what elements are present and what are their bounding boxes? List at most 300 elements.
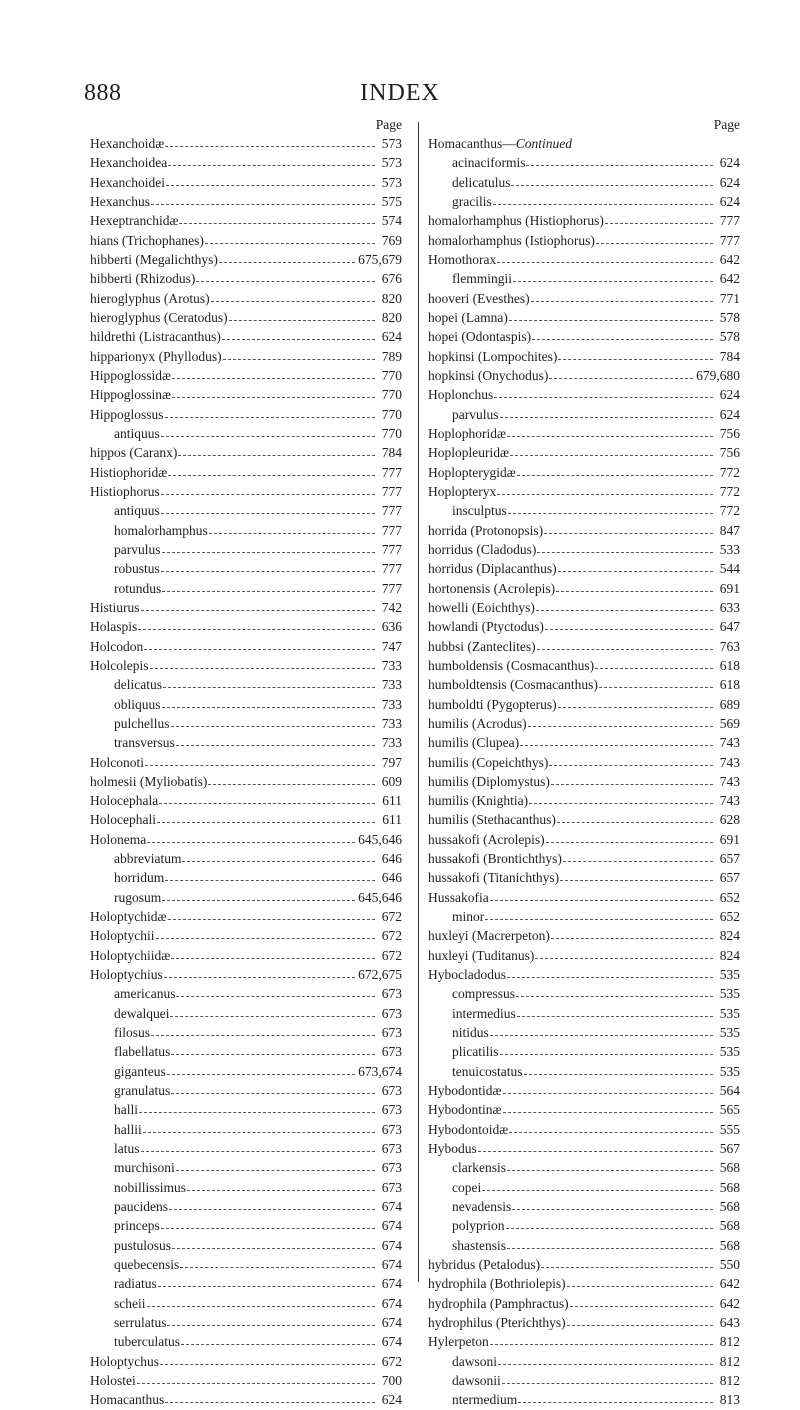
entry-page: 820 (381, 290, 402, 306)
index-entry (428, 1274, 740, 1293)
dot-leader (546, 832, 713, 843)
entry-page: 777 (719, 213, 740, 229)
index-entry (90, 1390, 402, 1409)
continued-label: Continued (515, 136, 572, 151)
entry-name: murchisoni (114, 1160, 175, 1176)
dot-leader (162, 542, 376, 553)
entry-name: Homothorax (428, 251, 497, 267)
entry-page: 784 (719, 348, 740, 364)
entry-page: 550 (719, 1257, 740, 1273)
dot-leader (558, 349, 713, 360)
index-entry (90, 617, 402, 636)
entry-page: 733 (381, 657, 402, 673)
entry-name: Holaspis (90, 619, 138, 635)
entry-name: robustus (114, 561, 160, 577)
entry-name: plicatilis (452, 1044, 499, 1060)
entry-name: Hybodontinæ (428, 1102, 502, 1118)
entry-name: Holconoti (90, 754, 144, 770)
index-entry (90, 559, 402, 578)
dot-leader (176, 986, 375, 997)
entry-name: transversus (114, 735, 175, 751)
dot-leader (518, 1392, 713, 1403)
entry-name: huxleyi (Macrerpeton) (428, 928, 550, 944)
dot-leader (500, 1044, 714, 1055)
entry-name: Holonema (90, 831, 147, 847)
dot-leader (558, 561, 713, 572)
index-entry (428, 482, 740, 501)
index-entry (90, 1081, 402, 1100)
entry-page: 642 (719, 1295, 740, 1311)
entry-name: hibberti (Rhizodus) (90, 271, 196, 287)
entry-name: princeps (114, 1218, 160, 1234)
index-entry (90, 656, 402, 675)
entry-name: hallii (114, 1121, 142, 1137)
index-entry (428, 675, 740, 694)
dot-leader (172, 368, 375, 379)
index-entry (428, 443, 740, 462)
index-entry (90, 1178, 402, 1197)
entry-page: 673 (381, 1179, 402, 1195)
continued-heading (428, 134, 740, 153)
entry-page: 673 (381, 1121, 402, 1137)
entry-page: 777 (381, 483, 402, 499)
entry-page: 643 (719, 1315, 740, 1331)
entry-name: humboldtensis (Cosmacanthus) (428, 677, 598, 693)
entry-page: 733 (381, 735, 402, 751)
entry-page: 609 (381, 773, 402, 789)
dot-leader (599, 677, 713, 688)
dot-leader (165, 870, 375, 881)
index-entry (90, 1042, 402, 1061)
entry-page: 646 (381, 851, 402, 867)
dot-leader (170, 1006, 375, 1017)
entry-name: horridus (Cladodus) (428, 541, 537, 557)
entry-page: 565 (719, 1102, 740, 1118)
continued-heading-text (428, 134, 572, 153)
dot-leader (509, 1122, 713, 1133)
entry-page: 756 (719, 425, 740, 441)
dot-leader (168, 465, 375, 476)
entry-name: Hybodus (428, 1141, 477, 1157)
page-title: INDEX (360, 80, 440, 106)
index-entry (428, 1197, 740, 1216)
index-entry (90, 1216, 402, 1235)
entry-page: 673 (381, 1025, 402, 1041)
entry-name: Hexeptranchidæ (90, 213, 179, 229)
index-entry (428, 830, 740, 849)
index-entry (428, 1371, 740, 1390)
index-entry (428, 1352, 740, 1371)
entry-page: 700 (381, 1373, 402, 1388)
entry-page: 772 (719, 483, 740, 499)
dot-leader (168, 909, 376, 920)
entry-name: hopkinsi (Lompochites) (428, 348, 558, 364)
index-entry (428, 1120, 740, 1139)
entry-page: 777 (381, 561, 402, 577)
entry-name: Histiophoridæ (90, 464, 168, 480)
entry-name: homalorhamphus (Istiophorus) (428, 232, 595, 248)
index-entry (90, 1062, 402, 1081)
entry-page: 574 (381, 213, 402, 229)
dot-leader (529, 793, 713, 804)
index-entry (90, 810, 402, 829)
entry-name: americanus (114, 986, 176, 1002)
entry-name: antiquus (114, 503, 160, 519)
dot-leader (494, 387, 713, 398)
dot-leader (176, 735, 375, 746)
dot-leader (161, 1218, 375, 1229)
index-entry (90, 482, 402, 501)
index-entry (90, 366, 402, 385)
index-entry (428, 714, 740, 733)
entry-name: Hussakofia (428, 889, 489, 905)
entry-page: 642 (719, 1276, 740, 1292)
dot-leader (508, 503, 713, 514)
entry-page: 657 (719, 851, 740, 867)
entry-page: 813 (719, 1392, 740, 1408)
entry-name: hopei (Lamna) (428, 309, 508, 325)
dot-leader (507, 1160, 713, 1171)
entry-page: 673,674 (358, 1063, 402, 1079)
entry-page: 567 (719, 1141, 740, 1157)
entry-page: 633 (719, 599, 740, 615)
index-entry (428, 1023, 740, 1042)
index-entry (90, 849, 402, 868)
index-entry (90, 192, 402, 211)
index-entry (428, 250, 740, 269)
index-entry (428, 1004, 740, 1023)
index-entry (90, 463, 402, 482)
entry-name: ntermedium (452, 1392, 518, 1408)
dot-leader (157, 812, 375, 823)
entry-page: 679,680 (696, 367, 740, 383)
entry-name: insculptus (452, 503, 507, 519)
index-entry (90, 289, 402, 308)
dot-leader (526, 155, 713, 166)
dot-leader (490, 1025, 713, 1036)
entry-name: Hexanchoidea (90, 155, 168, 171)
entry-page: 646 (381, 870, 402, 886)
entry-page: 645,646 (358, 831, 402, 847)
index-entry (428, 1390, 740, 1409)
entry-page: 674 (381, 1237, 402, 1253)
index-entry (90, 1139, 402, 1158)
entry-name: shastensis (452, 1237, 506, 1253)
dot-leader (536, 600, 713, 611)
entry-page: 573 (381, 155, 402, 171)
entry-name: rotundus (114, 580, 162, 596)
entry-page: 672 (381, 947, 402, 963)
index-entry (90, 1197, 402, 1216)
dot-leader (138, 619, 375, 630)
entry-name: Holostei (90, 1373, 136, 1388)
entry-name: howelli (Eoichthys) (428, 599, 535, 615)
index-entry (428, 888, 740, 907)
entry-page: 824 (719, 928, 740, 944)
dot-leader (545, 619, 713, 630)
entry-name: nitidus (452, 1025, 489, 1041)
entry-name: hipparionyx (Phyllodus) (90, 348, 222, 364)
index-entry (90, 134, 402, 153)
dot-leader (151, 194, 375, 205)
dot-leader (506, 1218, 714, 1229)
entry-name: delicatulus (452, 174, 511, 190)
entry-page: 568 (719, 1199, 740, 1215)
dot-leader (137, 1373, 375, 1384)
dot-leader (567, 1315, 713, 1326)
entry-page: 777 (381, 522, 402, 538)
index-entry (428, 327, 740, 346)
entry-page: 673 (381, 1083, 402, 1099)
entry-page: 674 (381, 1334, 402, 1350)
index-entry (90, 1371, 402, 1390)
dot-leader (162, 697, 375, 708)
entry-name: humilis (Stethacanthus) (428, 812, 556, 828)
index-entry (428, 1042, 740, 1061)
dot-leader (164, 967, 355, 978)
entry-page: 789 (381, 348, 402, 364)
dot-leader (510, 445, 713, 456)
entry-page: 642 (719, 251, 740, 267)
entry-page: 674 (381, 1276, 402, 1292)
dot-leader (172, 387, 375, 398)
index-entry (428, 501, 740, 520)
entry-name: homalorhamphus (114, 522, 208, 538)
index-entry (90, 211, 402, 230)
entry-page: 820 (381, 309, 402, 325)
entry-name: polyprion (452, 1218, 505, 1234)
entry-name: parvulus (452, 406, 499, 422)
entry-page: 624 (719, 387, 740, 403)
entry-name: hybridus (Petalodus) (428, 1257, 541, 1273)
entry-name: dewalquei (114, 1005, 170, 1021)
entry-name: hopkinsi (Onychodus) (428, 367, 549, 383)
entry-page: 777 (381, 541, 402, 557)
entry-name: minor (452, 909, 485, 925)
entry-name: nobillissimus (114, 1179, 187, 1195)
dot-leader (493, 194, 713, 205)
entry-page: 624 (719, 155, 740, 171)
index-entry (428, 231, 740, 250)
entry-name: howlandi (Ptyctodus) (428, 619, 544, 635)
index-entry (90, 501, 402, 520)
entry-page: 756 (719, 445, 740, 461)
entry-name: Hoplopleuridæ (428, 445, 509, 461)
entry-page: 777 (719, 232, 740, 248)
index-entry (428, 405, 740, 424)
entry-name: scheii (114, 1295, 146, 1311)
dot-leader (490, 1334, 713, 1345)
entry-page: 573 (381, 174, 402, 190)
dot-leader (156, 928, 376, 939)
index-entry (428, 540, 740, 559)
entry-page: 673 (381, 986, 402, 1002)
entry-page: 624 (719, 174, 740, 190)
entry-page: 568 (719, 1237, 740, 1253)
index-entry (428, 269, 740, 288)
dot-leader (205, 233, 375, 244)
entry-page: 847 (719, 522, 740, 538)
dot-leader (171, 1083, 375, 1094)
entry-page: 624 (719, 193, 740, 209)
index-entry (90, 1274, 402, 1293)
index-entry (428, 1139, 740, 1158)
entry-page: 777 (381, 503, 402, 519)
entry-page: 733 (381, 677, 402, 693)
index-entry (90, 405, 402, 424)
index-entry (428, 192, 740, 211)
entry-page: 573 (381, 136, 402, 151)
entry-name: Holcodon (90, 638, 144, 654)
dot-leader (141, 600, 375, 611)
index-entry (428, 1081, 740, 1100)
dot-leader (165, 136, 375, 147)
index-entry (90, 1158, 402, 1177)
index-entry (428, 656, 740, 675)
entry-name: serrulatus (114, 1315, 167, 1331)
dot-leader (151, 1025, 375, 1036)
dot-leader (166, 175, 375, 186)
entry-name: gracilis (452, 193, 492, 209)
index-entry (90, 984, 402, 1003)
entry-name: Hippoglossus (90, 406, 164, 422)
entry-page: 771 (719, 290, 740, 306)
entry-name: dawsoni (452, 1353, 497, 1369)
index-entry (90, 888, 402, 907)
index-entry (428, 849, 740, 868)
entry-page: 812 (719, 1353, 740, 1369)
entry-name: dawsonii (452, 1373, 501, 1388)
entry-page: 535 (719, 986, 740, 1002)
index-entry (90, 965, 402, 984)
dot-leader (490, 890, 713, 901)
entry-name: humboldti (Pygopterus) (428, 696, 557, 712)
entry-page: 777 (381, 464, 402, 480)
entry-page: 674 (381, 1257, 402, 1273)
dot-leader (150, 658, 376, 669)
entry-page: 770 (381, 387, 402, 403)
index-entry (90, 1004, 402, 1023)
index-entry (90, 868, 402, 887)
entry-name: horridus (Diplacanthus) (428, 561, 557, 577)
dot-leader (520, 735, 713, 746)
entry-page: 672 (381, 1353, 402, 1369)
index-entry (90, 385, 402, 404)
entry-page: 535 (719, 1044, 740, 1060)
dot-leader (171, 948, 375, 959)
index-entry (428, 637, 740, 656)
dot-leader (162, 581, 375, 592)
entry-page: 673 (381, 1102, 402, 1118)
entry-page: 624 (381, 329, 402, 345)
entry-page: 674 (381, 1199, 402, 1215)
index-entry (90, 733, 402, 752)
index-entry (90, 598, 402, 617)
dot-leader (544, 523, 713, 534)
dot-leader (507, 426, 713, 437)
entry-page: 674 (381, 1315, 402, 1331)
dot-leader (497, 484, 713, 495)
dot-leader (162, 890, 355, 901)
dot-leader (160, 1354, 375, 1365)
entry-page: 733 (381, 696, 402, 712)
entry-page: 672 (381, 928, 402, 944)
entry-page: 652 (719, 909, 740, 925)
dot-leader (145, 755, 375, 766)
dot-leader (219, 252, 355, 263)
entry-name: Hybocladodus (428, 967, 506, 983)
dot-leader (503, 1083, 713, 1094)
entry-name: Holoptychus (90, 1353, 159, 1369)
entry-name: hussakofi (Titanichthys) (428, 870, 560, 886)
dot-leader (171, 716, 376, 727)
index-entry (90, 926, 402, 945)
dot-leader (167, 1315, 375, 1326)
index-entry (428, 153, 740, 172)
entry-name: horridum (114, 870, 165, 886)
dot-leader (560, 870, 713, 881)
index-column-left (90, 115, 402, 1410)
entry-page: 672 (381, 909, 402, 925)
entry-name: hooveri (Evesthes) (428, 290, 530, 306)
entry-page: 618 (719, 677, 740, 693)
dot-leader (147, 832, 355, 843)
entry-name: granulatus (114, 1083, 171, 1099)
page-number: 888 (84, 80, 122, 106)
entry-page: 672,675 (358, 967, 402, 983)
index-entry (90, 1023, 402, 1042)
entry-page: 647 (719, 619, 740, 635)
index-entry (428, 424, 740, 443)
entry-name: Hexanchoidei (90, 174, 165, 190)
dot-leader (551, 928, 713, 939)
entry-name: hydrophilus (Pterichthys) (428, 1315, 566, 1331)
entry-name: hildrethi (Listracanthus) (90, 329, 221, 345)
dot-leader (517, 465, 713, 476)
index-entry (90, 753, 402, 772)
dot-leader (500, 407, 714, 418)
entry-name: holmesii (Myliobatis) (90, 773, 208, 789)
entry-name: Hybodontoidæ (428, 1121, 509, 1137)
entry-name: humilis (Clupea) (428, 735, 520, 751)
page-column-label: Page (375, 117, 402, 132)
entry-name: pustulosus (114, 1237, 172, 1253)
dot-leader (208, 774, 375, 785)
dot-leader (171, 1044, 375, 1055)
dot-leader (161, 484, 375, 495)
index-entry (90, 347, 402, 366)
dot-leader (223, 349, 375, 360)
entry-name: abbreviatum (114, 851, 182, 867)
dot-leader (567, 1276, 713, 1287)
dot-leader (517, 1006, 713, 1017)
dot-leader (169, 1199, 375, 1210)
entry-name: hydrophila (Bothriolepis) (428, 1276, 566, 1292)
dot-leader (503, 1102, 713, 1113)
index-entry (90, 830, 402, 849)
index-entry (428, 695, 740, 714)
index-entry (90, 173, 402, 192)
entry-name: hortonensis (Acrolepis) (428, 580, 556, 596)
index-entry (90, 327, 402, 346)
index-entry (428, 1236, 740, 1255)
index-entry (428, 617, 740, 636)
dot-leader (541, 1257, 713, 1268)
dot-leader (163, 677, 375, 688)
column-divider (418, 122, 419, 1282)
entry-name: Holoptychidæ (90, 909, 167, 925)
page-header (0, 80, 800, 110)
